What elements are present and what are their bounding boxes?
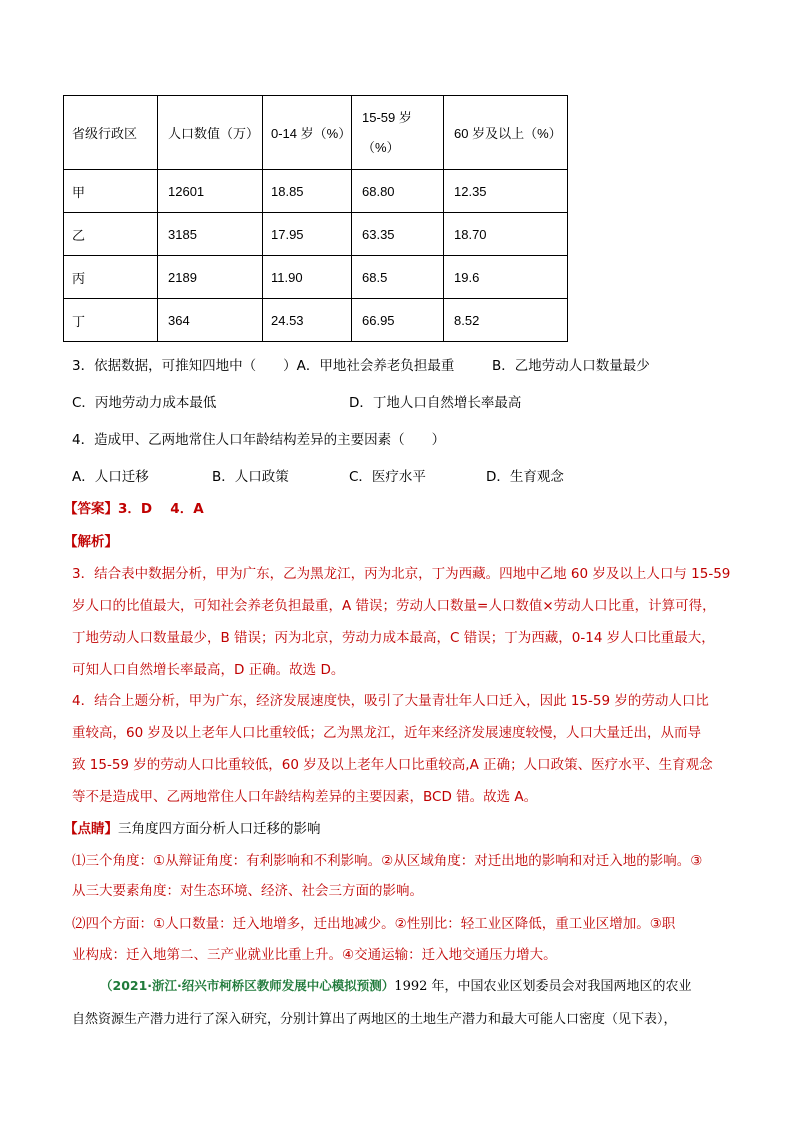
source-label: （2021·浙江·绍兴市柯桥区教师发展中心模拟预测） xyxy=(100,978,395,993)
header-age-0-14: 0-14 岁（%） xyxy=(263,96,352,170)
cell-age-60-plus: 8.52 xyxy=(444,299,568,342)
q4-option-d: D．生育观念 xyxy=(486,469,564,485)
tips-heading xyxy=(64,817,321,837)
analysis-q4-line4: 等不是造成甲、乙两地常住人口年龄结构差异的主要因素，BCD 错。故选 A。 xyxy=(72,789,538,805)
answer-text: 3．D 4．A xyxy=(118,501,204,517)
q4-option-b: B．人口政策 xyxy=(212,469,289,485)
cell-age-60-plus: 18.70 xyxy=(444,213,568,256)
header-age-15-59-line1: 15-59 岁 xyxy=(362,109,412,125)
table-header-row xyxy=(64,96,568,170)
cell-province: 甲 xyxy=(64,170,158,213)
next-question-line2: 自然资源生产潜力进行了深入研究，分别计算出了两地区的土地生产潜力和最大可能人口密度（见下表）， xyxy=(72,1012,677,1027)
tips-line1: ⑴三个角度：①从辩证角度：有利影响和不利影响。②从区域角度：对迁出地的影响和对迁入地的影响。③ xyxy=(72,853,703,869)
analysis-q4-line3: 致 15-59 岁的劳动人口比重较低，60 岁及以上老年人口比重较高,A 正确；人口政策、医疗水平、生育观念 xyxy=(72,757,713,773)
answer-line xyxy=(64,497,204,517)
tips-line2: 从三大要素角度：对生态环境、经济、社会三方面的影响。 xyxy=(72,883,423,899)
header-age-15-59-line2: （%） xyxy=(362,139,400,155)
cell-population: 2189 xyxy=(158,256,263,299)
cell-province: 丙 xyxy=(64,256,158,299)
cell-population: 12601 xyxy=(158,170,263,213)
analysis-q3-line3: 丁地劳动人口数量最少，B 错误；丙为北京，劳动力成本最高，C 错误；丁为西藏，0-14 岁人口比重最大， xyxy=(72,630,715,646)
cell-age-0-14: 24.53 xyxy=(263,299,352,342)
table-row xyxy=(64,213,568,256)
table-row xyxy=(64,299,568,342)
q3-option-b: B．乙地劳动人口数量最少 xyxy=(492,358,650,374)
analysis-label: 【解析】 xyxy=(64,534,118,550)
cell-age-0-14: 11.90 xyxy=(263,256,352,299)
header-province: 省级行政区 xyxy=(64,96,158,170)
header-age-15-59 xyxy=(352,96,444,170)
table-row xyxy=(64,256,568,299)
cell-province: 乙 xyxy=(64,213,158,256)
cell-age-15-59: 66.95 xyxy=(352,299,444,342)
q3-option-c: C．丙地劳动力成本最低 xyxy=(72,395,217,411)
cell-age-0-14: 18.85 xyxy=(263,170,352,213)
q4-option-c: C．医疗水平 xyxy=(349,469,426,485)
tips-title: 三角度四方面分析人口迁移的影响 xyxy=(118,821,321,837)
population-table xyxy=(63,95,568,342)
tips-line3: ⑵四个方面：①人口数量：迁入地增多，迁出地减少。②性别比：轻工业区降低，重工业区增加。③职 xyxy=(72,916,676,932)
q3-stem: 3．依据数据，可推知四地中（ ）A．甲地社会养老负担最重 xyxy=(72,358,455,374)
analysis-q4-line2: 重较高，60 岁及以上老年人口比重较低；乙为黑龙江，近年来经济发展速度较慢，人口大量迁出，从而导 xyxy=(72,725,701,741)
q3-option-d: D．丁地人口自然增长率最高 xyxy=(349,395,522,411)
analysis-q3-line4: 可知人口自然增长率最高，D 正确。故选 D。 xyxy=(72,662,345,678)
cell-age-15-59: 68.80 xyxy=(352,170,444,213)
cell-population: 3185 xyxy=(158,213,263,256)
cell-age-15-59: 68.5 xyxy=(352,256,444,299)
table-row xyxy=(64,170,568,213)
answer-label: 【答案】 xyxy=(64,501,118,517)
cell-population: 364 xyxy=(158,299,263,342)
header-population: 人口数值（万） xyxy=(158,96,263,170)
analysis-q3-line2: 岁人口的比值最大，可知社会养老负担最重，A 错误；劳动人口数量=人口数值×劳动人口比重，计算可得， xyxy=(72,598,716,614)
next-question-line1: 1992 年，中国农业区划委员会对我国两地区的农业 xyxy=(394,979,692,994)
q4-stem: 4．造成甲、乙两地常住人口年龄结构差异的主要因素（ ） xyxy=(72,432,446,448)
tips-line4: 业构成：迁入地第二、三产业就业比重上升。④交通运输：迁入地交通压力增大。 xyxy=(72,947,557,963)
next-question-intro xyxy=(100,975,692,994)
header-age-60-plus: 60 岁及以上（%） xyxy=(444,96,568,170)
cell-age-60-plus: 19.6 xyxy=(444,256,568,299)
cell-age-15-59: 63.35 xyxy=(352,213,444,256)
cell-age-0-14: 17.95 xyxy=(263,213,352,256)
cell-age-60-plus: 12.35 xyxy=(444,170,568,213)
cell-province: 丁 xyxy=(64,299,158,342)
tips-label: 【点睛】 xyxy=(64,821,118,837)
analysis-q3-line1: 3．结合表中数据分析，甲为广东，乙为黑龙江，丙为北京，丁为西藏。四地中乙地 60 岁及以上人口与 15-59 xyxy=(72,566,731,582)
analysis-q4-line1: 4．结合上题分析，甲为广东，经济发展速度快，吸引了大量青壮年人口迁入，因此 15-59 岁的劳动人口比 xyxy=(72,693,709,709)
q4-option-a: A．人口迁移 xyxy=(72,469,149,485)
